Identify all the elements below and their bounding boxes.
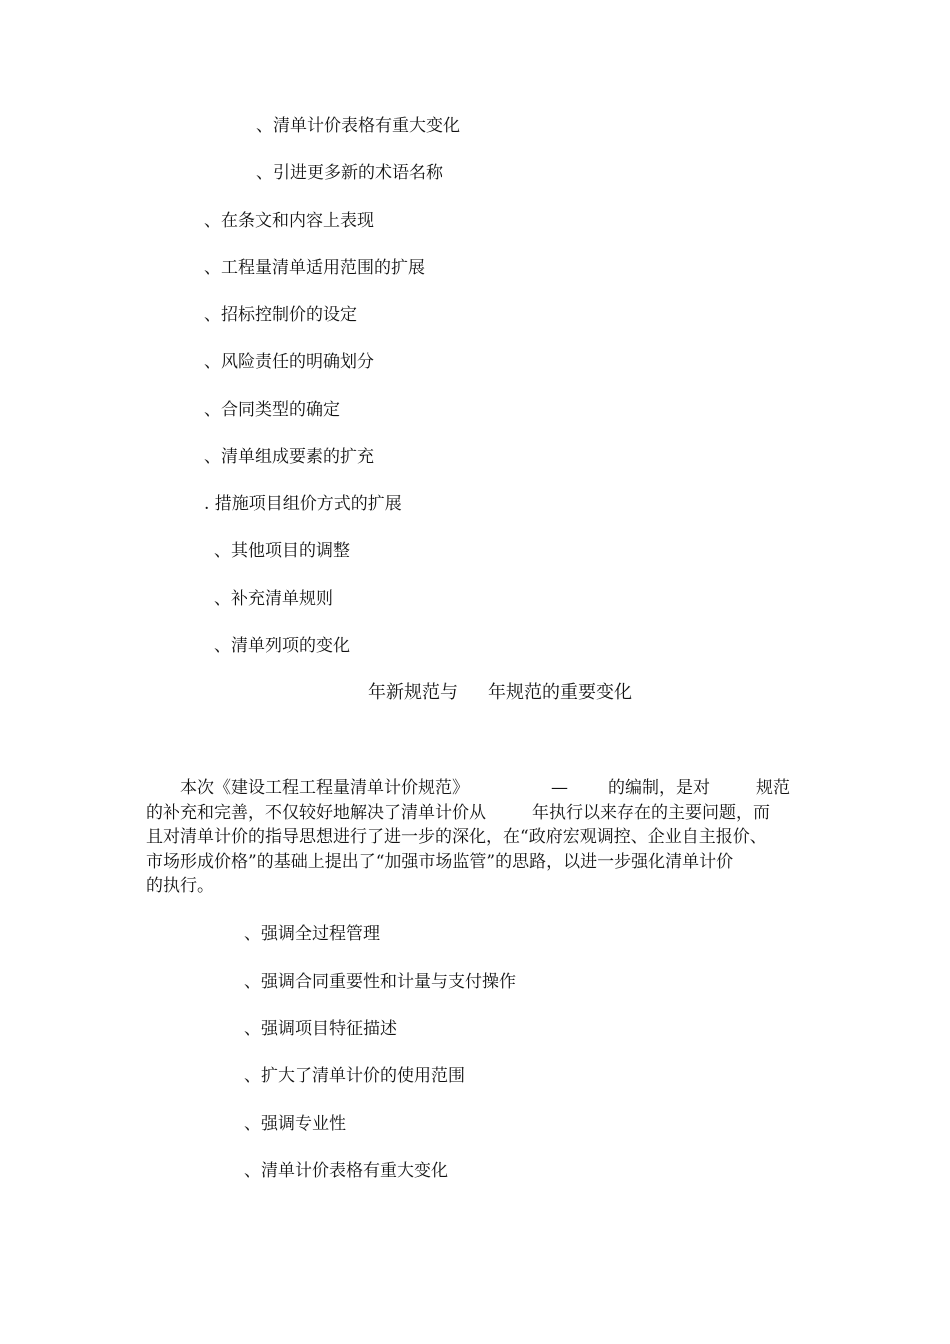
list-item: 、风险责任的明确划分 (204, 352, 374, 372)
paragraph-text: 市场形成价格”的基础上提出了“加强市场监管”的思路，以进一步强化清单计价 (146, 851, 734, 872)
paragraph-text: 的执行。 (146, 876, 214, 896)
paragraph-text: — (551, 778, 568, 798)
body-paragraph (146, 776, 808, 899)
list-item: 、清单计价表格有重大变化 (244, 1161, 448, 1181)
paragraph-text: 的编制，是对 (608, 778, 710, 798)
list-item: 、清单列项的变化 (214, 636, 350, 656)
list-item: 、其他项目的调整 (214, 541, 350, 561)
list-item: 、补充清单规则 (214, 589, 333, 609)
list-item: 、清单组成要素的扩充 (204, 447, 374, 467)
list-item: 、招标控制价的设定 (204, 305, 357, 325)
list-item: . 措施项目组价方式的扩展 (204, 494, 402, 514)
list-item: 、工程量清单适用范围的扩展 (204, 258, 425, 278)
paragraph-text: 规范 (756, 778, 790, 798)
paragraph-text: 且对清单计价的指导思想进行了进一步的深化，在“政府宏观调控、企业自主报价、 (146, 827, 767, 847)
paragraph-text: 年执行以来存在的主要问题，而 (532, 802, 770, 823)
section-title-part2: 年规范的重要变化 (488, 682, 632, 703)
list-item: 、强调合同重要性和计量与支付操作 (244, 972, 516, 992)
list-item: 、强调项目特征描述 (244, 1019, 397, 1039)
paragraph-text: 本次《建设工程工程量清单计价规范》 (180, 778, 469, 798)
list-item: 、清单计价表格有重大变化 (256, 116, 460, 136)
list-item: 、在条文和内容上表现 (204, 211, 374, 231)
list-item: 、引进更多新的术语名称 (256, 163, 443, 183)
list-item: 、强调专业性 (244, 1114, 346, 1134)
section-title (368, 682, 632, 704)
section-title-part1: 年新规范与 (368, 682, 458, 703)
list-item: 、扩大了清单计价的使用范围 (244, 1066, 465, 1086)
list-item: 、强调全过程管理 (244, 924, 380, 944)
paragraph-text: 的补充和完善，不仅较好地解决了清单计价从 (146, 802, 486, 823)
list-item: 、合同类型的确定 (204, 400, 340, 420)
